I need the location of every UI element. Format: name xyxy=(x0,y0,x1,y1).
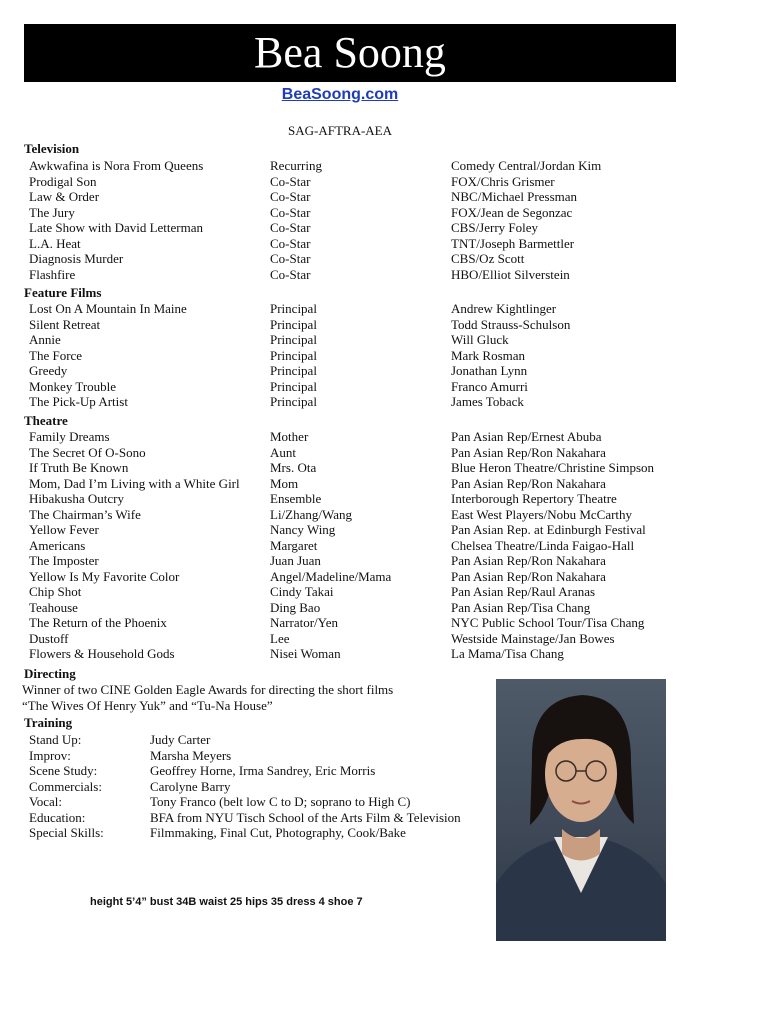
credit-title: Yellow Fever xyxy=(29,522,99,537)
actor-name: Bea Soong xyxy=(254,28,446,77)
credit-title: If Truth Be Known xyxy=(29,460,129,475)
training-detail: BFA from NYU Tisch School of the Arts Film & Television xyxy=(150,809,461,825)
credit-row xyxy=(0,429,700,445)
credit-row xyxy=(0,584,700,600)
credit-company: Jonathan Lynn xyxy=(451,363,528,378)
film-credits xyxy=(0,301,700,410)
credit-role: Principal xyxy=(270,316,317,332)
credit-role: Co-Star xyxy=(270,251,311,266)
credit-role: Mom xyxy=(270,475,299,491)
union-affiliations: SAG-AFTRA-AEA xyxy=(288,123,392,138)
credit-title: The Return of the Phoenix xyxy=(29,615,167,630)
credit-title: Hibakusha Outcry xyxy=(29,491,124,506)
credit-title: Awkwafina is Nora From Queens xyxy=(29,158,204,173)
credit-role: Co-Star xyxy=(270,220,311,235)
credit-role: Principal xyxy=(270,378,317,394)
credit-row xyxy=(0,363,700,379)
credit-title: Diagnosis Murder xyxy=(29,251,124,266)
credit-row xyxy=(0,646,700,662)
directing-line-1: Winner of two CINE Golden Eagle Awards for directing the short films xyxy=(22,682,394,697)
credit-company: James Toback xyxy=(451,394,524,409)
credit-row xyxy=(0,251,700,267)
credit-role: Aunt xyxy=(270,444,296,460)
training-detail: Geoffrey Horne, Irma Sandrey, Eric Morris xyxy=(150,763,376,778)
training-category: Special Skills: xyxy=(29,825,104,840)
credit-row xyxy=(0,394,700,410)
credit-title: Americans xyxy=(29,537,86,553)
credit-row xyxy=(0,267,700,283)
credit-company: Todd Strauss-Schulson xyxy=(451,316,571,332)
credit-title: Monkey Trouble xyxy=(29,378,117,394)
credit-role: Co-Star xyxy=(270,204,311,220)
training-detail: Tony Franco (belt low C to D; soprano to High C) xyxy=(150,794,411,809)
credit-role: Narrator/Yen xyxy=(270,615,338,630)
credit-company: Comedy Central/Jordan Kim xyxy=(451,158,602,173)
credit-role: Mother xyxy=(270,429,309,444)
credit-row xyxy=(0,174,700,190)
credit-title: The Force xyxy=(29,347,83,363)
website-link[interactable]: BeaSoong.com xyxy=(281,86,399,103)
credit-company: NYC Public School Tour/Tisa Chang xyxy=(451,615,645,630)
theatre-credits xyxy=(0,429,700,662)
films-heading: Feature Films xyxy=(24,285,102,300)
credit-company: Interborough Repertory Theatre xyxy=(451,491,617,506)
directing-text xyxy=(22,682,393,714)
credit-role: Co-Star xyxy=(270,235,311,251)
credit-row xyxy=(0,445,700,461)
credit-title: The Jury xyxy=(29,204,75,220)
training-detail: Carolyne Barry xyxy=(150,778,231,794)
credit-row xyxy=(0,236,700,252)
directing-heading: Directing xyxy=(24,666,76,681)
credit-role: Lee xyxy=(270,630,290,646)
credit-role: Co-Star xyxy=(270,173,311,189)
credit-title: Lost On A Mountain In Maine xyxy=(29,301,187,316)
training-category: Vocal: xyxy=(29,794,62,809)
credit-company: FOX/Jean de Segonzac xyxy=(451,204,573,220)
credit-role: Mrs. Ota xyxy=(270,460,317,475)
credit-title: Greedy xyxy=(29,363,68,378)
credit-title: Yellow Is My Favorite Color xyxy=(29,568,180,584)
credit-row xyxy=(0,615,700,631)
credit-row xyxy=(0,460,700,476)
credit-company: NBC/Michael Pressman xyxy=(451,189,578,204)
credit-row xyxy=(0,553,700,569)
credit-role: Principal xyxy=(270,363,317,378)
credit-role: Nisei Woman xyxy=(270,646,341,661)
credit-title: Family Dreams xyxy=(29,429,110,444)
directing-line-2: “The Wives Of Henry Yuk” and “Tu-Na House” xyxy=(22,698,273,713)
credit-row xyxy=(0,301,700,317)
credit-role: Angel/Madeline/Mama xyxy=(270,568,392,584)
credit-company: La Mama/Tisa Chang xyxy=(451,646,564,661)
credit-title: Flowers & Household Gods xyxy=(29,646,175,661)
credit-title: The Chairman’s Wife xyxy=(29,506,141,522)
credit-title: Flashfire xyxy=(29,266,76,282)
name-banner xyxy=(24,24,676,82)
credit-role: Juan Juan xyxy=(270,553,321,568)
credit-role: Recurring xyxy=(270,158,322,173)
training-category: Education: xyxy=(29,809,86,825)
credit-role: Margaret xyxy=(270,537,318,553)
credit-role: Principal xyxy=(270,301,317,316)
credit-row xyxy=(0,317,700,333)
credit-company: Andrew Kightlinger xyxy=(451,301,557,316)
credit-role: Li/Zhang/Wang xyxy=(270,506,352,522)
credit-company: Pan Asian Rep/Ron Nakahara xyxy=(451,444,606,460)
television-heading: Television xyxy=(24,141,80,156)
credit-role: Nancy Wing xyxy=(270,522,336,537)
credit-role: Principal xyxy=(270,347,317,363)
credit-company: CBS/Jerry Foley xyxy=(451,220,539,235)
credit-role: Co-Star xyxy=(270,189,311,204)
credit-row xyxy=(0,220,700,236)
training-heading: Training xyxy=(24,715,73,730)
credit-company: HBO/Elliot Silverstein xyxy=(451,266,570,282)
credit-title: Mom, Dad I’m Living with a White Girl xyxy=(29,475,240,491)
credit-title: Law & Order xyxy=(29,189,100,204)
credit-company: Blue Heron Theatre/Christine Simpson xyxy=(451,460,655,475)
credit-title: The Secret Of O-Sono xyxy=(29,444,146,460)
headshot-photo xyxy=(496,679,666,941)
credit-role: Principal xyxy=(270,332,317,347)
credit-row xyxy=(0,538,700,554)
credit-row xyxy=(0,507,700,523)
credit-title: L.A. Heat xyxy=(29,235,81,251)
credit-company: East West Players/Nobu McCarthy xyxy=(451,506,633,522)
theatre-heading: Theatre xyxy=(24,413,68,428)
credit-company: Franco Amurri xyxy=(451,378,528,394)
credit-company: Chelsea Theatre/Linda Faigao-Hall xyxy=(451,537,635,553)
credit-row xyxy=(0,379,700,395)
credit-company: TNT/Joseph Barmettler xyxy=(451,235,575,251)
credit-company: Westside Mainstage/Jan Bowes xyxy=(451,630,615,646)
credit-company: Pan Asian Rep/Ernest Abuba xyxy=(451,429,602,444)
credit-title: Chip Shot xyxy=(29,584,82,599)
credit-company: Pan Asian Rep/Ron Nakahara xyxy=(451,553,606,568)
credit-company: Mark Rosman xyxy=(451,347,526,363)
credit-row xyxy=(0,491,700,507)
credit-title: Annie xyxy=(29,332,61,347)
training-category: Improv: xyxy=(29,747,71,763)
credit-title: Prodigal Son xyxy=(29,173,97,189)
credit-row xyxy=(0,158,700,174)
credit-row xyxy=(0,522,700,538)
credit-company: Pan Asian Rep/Ron Nakahara xyxy=(451,568,606,584)
credit-row xyxy=(0,348,700,364)
credit-title: The Pick-Up Artist xyxy=(29,394,128,409)
credit-company: Will Gluck xyxy=(451,332,509,347)
credit-company: Pan Asian Rep/Ron Nakahara xyxy=(451,475,606,491)
credit-row xyxy=(0,569,700,585)
credit-company: FOX/Chris Grismer xyxy=(451,173,555,189)
training-detail: Filmmaking, Final Cut, Photography, Cook/Bake xyxy=(150,825,406,840)
credit-row xyxy=(0,205,700,221)
training-category: Stand Up: xyxy=(29,732,82,747)
credit-row xyxy=(0,600,700,616)
credit-title: Teahouse xyxy=(29,599,78,615)
television-credits xyxy=(0,158,700,282)
credit-company: Pan Asian Rep/Tisa Chang xyxy=(451,599,591,615)
credit-company: Pan Asian Rep/Raul Aranas xyxy=(451,584,596,599)
training-category: Commercials: xyxy=(29,778,102,794)
credit-title: Silent Retreat xyxy=(29,316,101,332)
credit-row xyxy=(0,332,700,348)
credit-title: The Imposter xyxy=(29,553,99,568)
training-category: Scene Study: xyxy=(29,763,98,778)
training-detail: Marsha Meyers xyxy=(150,747,232,763)
body-stats: height 5’4” bust 34B waist 25 hips 35 dress 4 shoe 7 xyxy=(90,896,363,908)
credit-company: Pan Asian Rep. at Edinburgh Festival xyxy=(451,522,646,537)
credit-role: Ding Bao xyxy=(270,599,321,615)
credit-title: Dustoff xyxy=(29,630,69,646)
credit-role: Cindy Takai xyxy=(270,584,334,599)
credit-role: Co-Star xyxy=(270,266,311,282)
credit-row xyxy=(0,189,700,205)
credit-title: Late Show with David Letterman xyxy=(29,220,204,235)
credit-role: Principal xyxy=(270,394,317,409)
credit-company: CBS/Oz Scott xyxy=(451,251,525,266)
credit-row xyxy=(0,631,700,647)
credit-row xyxy=(0,476,700,492)
training-detail: Judy Carter xyxy=(150,732,211,747)
credit-role: Ensemble xyxy=(270,491,322,506)
